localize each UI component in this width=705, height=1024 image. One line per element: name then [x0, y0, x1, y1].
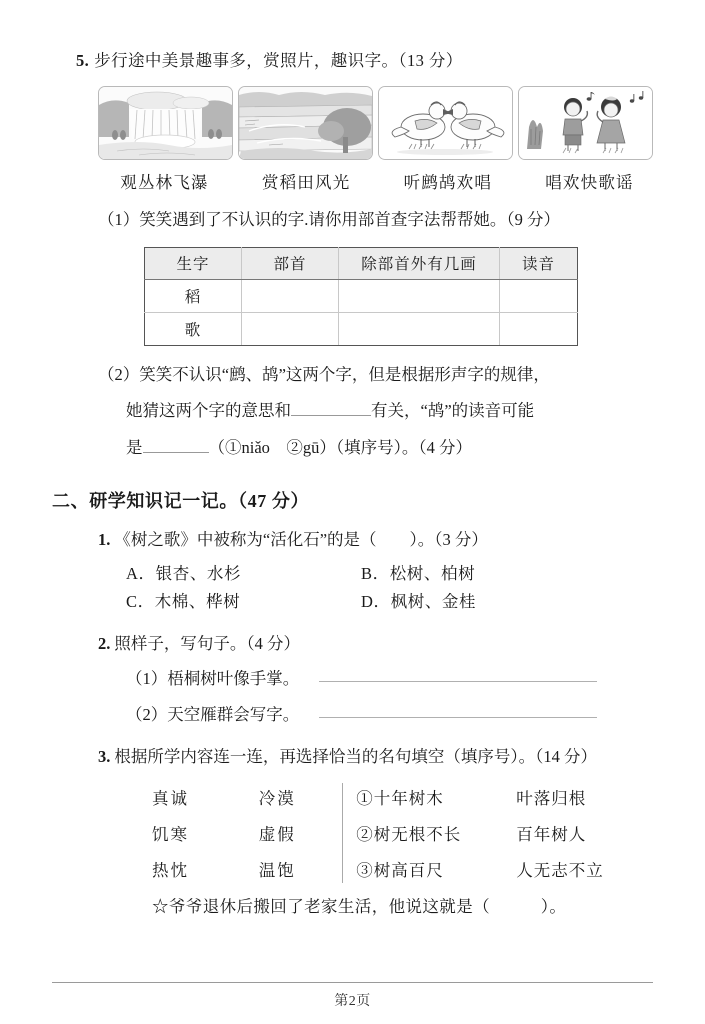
sub-2-line-2-after: 有关，“鸪”的读音可能	[371, 401, 535, 421]
header-character: 生字	[145, 247, 242, 279]
sub-2-line-3-before: 是	[126, 437, 143, 457]
option-b[interactable]: B．松树、柏树	[361, 563, 476, 583]
children-singing-icon	[519, 87, 652, 159]
question-1-options	[126, 560, 596, 618]
matching-row	[152, 815, 652, 851]
waterfall-icon	[99, 87, 232, 159]
cell-strokes-answer[interactable]	[339, 312, 500, 345]
photo-panel-row	[98, 86, 653, 160]
caption-rice-field: 赏稻田风光	[261, 172, 351, 192]
waterfall-illustration-panel	[98, 86, 233, 160]
section-2-question-1-prompt	[98, 527, 653, 553]
match-numbered-phrase[interactable]: ③树高百尺	[356, 860, 444, 880]
matching-row	[152, 779, 652, 815]
caption-waterfall: 观丛林飞瀑	[120, 172, 209, 192]
sub-2-line-2-before: 她猜这两个字的意思和	[126, 401, 291, 421]
meaning-blank[interactable]	[291, 415, 371, 416]
caption-partridge: 听鹧鸪欢唱	[403, 172, 493, 192]
option-c[interactable]: C．木棉、桦树	[126, 592, 241, 612]
page-number: 第2页	[334, 994, 371, 1009]
question-2-number: 2.	[98, 634, 111, 654]
sub-2-line-3-after: （①niǎo ②gū）（填序号）。（4 分）	[208, 437, 473, 457]
table-row	[145, 279, 578, 312]
question-5-sub-2-line-1: （2）笑笑不认识“鹧、鸪”这两个字，但是根据形声字的规律，	[98, 364, 550, 384]
answer-line-1[interactable]	[319, 681, 597, 682]
cell-character: 歌	[145, 312, 242, 345]
option-a[interactable]: A．银杏、水杉	[126, 563, 242, 583]
footer-divider	[52, 982, 653, 983]
answer-line-2[interactable]	[319, 717, 597, 718]
option-row-cd	[126, 588, 596, 617]
cell-radical-answer[interactable]	[242, 279, 339, 312]
question-2-item-1	[126, 666, 653, 692]
match-numbered-phrase[interactable]: ①十年树木	[356, 788, 444, 808]
radical-lookup-table-wrapper	[144, 247, 653, 346]
table-row	[145, 312, 578, 345]
section-2-question-3-prompt	[98, 744, 653, 770]
caption-singing: 唱欢快歌谣	[545, 172, 634, 192]
match-right-phrase[interactable]: 叶落归根	[516, 788, 587, 808]
question-2-item-2-text: （2）天空雁群会写字。	[126, 705, 300, 725]
header-radical: 部首	[242, 247, 339, 279]
pinyin-choice-blank[interactable]	[143, 452, 209, 453]
match-right-phrase[interactable]: 人无志不立	[516, 860, 604, 880]
match-numbered-phrase[interactable]: ②树无根不长	[356, 824, 462, 844]
option-row-ab	[126, 560, 596, 589]
match-mid-word[interactable]: 虚假	[258, 824, 296, 844]
rice-field-icon	[239, 87, 372, 159]
match-left-word[interactable]: 热忱	[152, 860, 189, 880]
matching-row	[152, 851, 652, 887]
children-singing-illustration-panel	[518, 86, 653, 160]
question-5-sub-2-line-3	[126, 435, 653, 461]
photo-caption-row	[98, 169, 656, 193]
rice-field-illustration-panel	[238, 86, 373, 160]
cell-pinyin-answer[interactable]	[500, 279, 578, 312]
question-2-item-2	[126, 702, 653, 728]
radical-lookup-table	[144, 247, 578, 346]
cell-pinyin-answer[interactable]	[500, 312, 578, 345]
question-3-star-fill-in[interactable]: ☆爷爷退休后搬回了老家生活，他说这就是（ ）。	[152, 896, 567, 916]
header-pronunciation: 读音	[500, 247, 578, 279]
question-1-number: 1.	[98, 530, 111, 550]
table-header-row	[145, 247, 578, 279]
section-2-question-2-prompt	[98, 631, 653, 657]
question-3-text: 根据所学内容连一连，再选择恰当的名句填空（填序号）。（14 分）	[114, 747, 597, 767]
question-1-text: 《树之歌》中被称为“活化石”的是（ ）。（3 分）	[114, 530, 488, 550]
partridge-illustration-panel	[378, 86, 513, 160]
question-3-number: 3.	[98, 747, 111, 767]
question-5-number: 5.	[76, 51, 90, 70]
partridge-icon	[379, 87, 512, 159]
cell-strokes-answer[interactable]	[339, 279, 500, 312]
question-2-item-1-text: （1）梧桐树叶像手掌。	[126, 668, 300, 688]
header-stroke-count: 除部首外有几画	[339, 247, 500, 279]
match-mid-word[interactable]: 温饱	[258, 860, 296, 880]
matching-grid-divider	[342, 783, 343, 883]
question-2-text: 照样子，写句子。（4 分）	[114, 634, 300, 654]
question-5-sub-2-line-2	[126, 398, 653, 424]
match-left-word[interactable]: 饥寒	[152, 824, 189, 844]
question-5-sub-1-label: （1）笑笑遇到了不认识的字.请你用部首查字法帮帮她。（9 分）	[98, 209, 560, 229]
option-d[interactable]: D．枫树、金桂	[361, 592, 477, 612]
match-right-phrase[interactable]: 百年树人	[516, 824, 587, 844]
match-left-word[interactable]: 真诚	[152, 788, 189, 808]
cell-character: 稻	[145, 279, 242, 312]
match-mid-word[interactable]: 冷漠	[258, 788, 296, 808]
matching-grid	[152, 779, 652, 887]
page-footer	[52, 982, 653, 1010]
cell-radical-answer[interactable]	[242, 312, 339, 345]
section-2-heading: 二、研学知识记一记。（47 分）	[52, 491, 310, 512]
question-5-text: 步行途中美景趣事多，赏照片，趣识字。（13 分）	[94, 51, 463, 70]
question-5-prompt	[76, 48, 653, 74]
